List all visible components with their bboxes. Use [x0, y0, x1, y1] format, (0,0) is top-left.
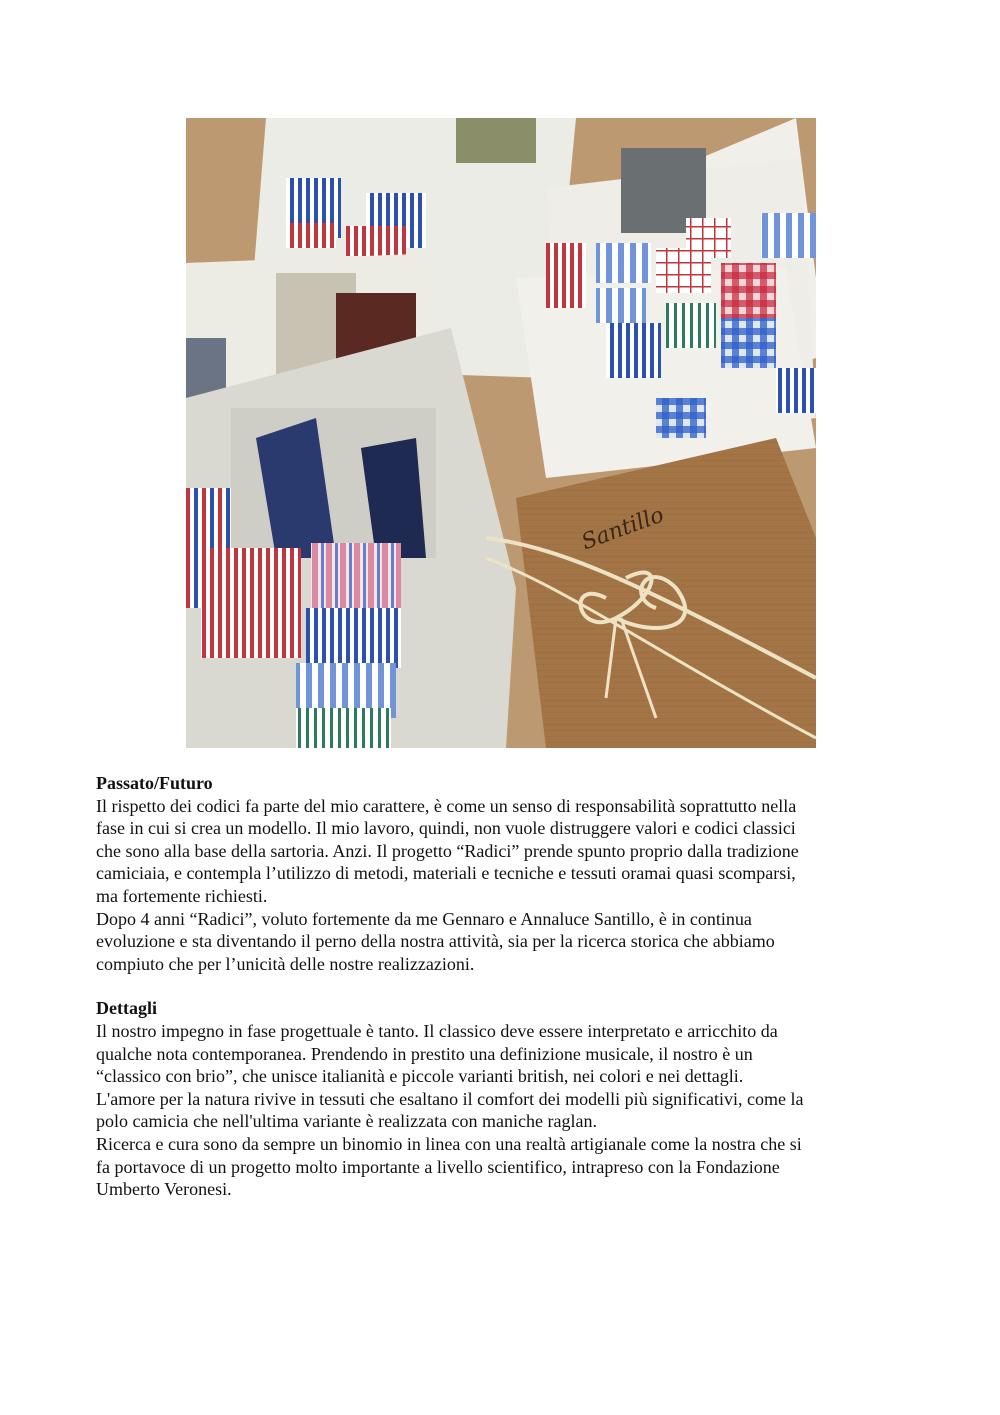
text-line: fase in cui si crea un modello. Il mio lavoro, quindi, non vuole distruggere valori e codici classici [96, 818, 796, 839]
section-dettagli [96, 997, 916, 1200]
paragraph [96, 795, 916, 976]
text-line: ma fortemente richiesti. [96, 885, 268, 906]
text-line: polo camicia che nell'ultima variante è realizzata con maniche raglan. [96, 1111, 597, 1132]
section-passato-futuro [96, 772, 916, 975]
article-body [96, 772, 916, 1201]
text-line: Il nostro impegno in fase progettuale è tanto. Il classico deve essere interpretato e arricchito da [96, 1020, 778, 1041]
text-line: che sono alla base della sartoria. Anzi. Il progetto “Radici” prende spunto proprio dalla tradizione [96, 840, 799, 861]
text-line: evoluzione e sta diventando il perno della nostra attività, sia per la ricerca storica che abbiamo [96, 931, 775, 952]
paragraph [96, 1020, 916, 1201]
text-line: L'amore per la natura rivive in tessuti che esaltano il comfort dei modelli più significativi, come la [96, 1088, 804, 1109]
text-line: fa portavoce di un progetto molto importante a livello scientifico, intrapreso con la Fondazione [96, 1156, 780, 1177]
section-title: Dettagli [96, 998, 157, 1019]
text-line: camiciaia, e contempla l’utilizzo di metodi, materiali e tecniche e tessuti oramai quasi scomparsi, [96, 863, 796, 884]
fabric-samples-photo [186, 118, 816, 748]
text-line: Ricerca e cura sono da sempre un binomio in linea con una realtà artigianale come la nostra che si [96, 1133, 802, 1154]
text-line: compiuto che per l’unicità delle nostre realizzazioni. [96, 953, 475, 974]
text-line: “classico con brio”, che unisce italianità e piccole varianti british, nei colori e nei dettagli. [96, 1066, 744, 1087]
text-line: Dopo 4 anni “Radici”, voluto fortemente da me Gennaro e Annaluce Santillo, è in continua [96, 908, 752, 929]
text-line: Il rispetto dei codici fa parte del mio carattere, è come un senso di responsabilità soprattutto nella [96, 795, 797, 816]
section-spacer [96, 975, 916, 997]
text-line: Umberto Veronesi. [96, 1179, 232, 1200]
text-line: qualche nota contemporanea. Prendendo in prestito una definizione musicale, il nostro è un [96, 1043, 753, 1064]
photo-illustration [186, 118, 816, 748]
section-title: Passato/Futuro [96, 773, 213, 793]
santillo-stamp: Santillo [578, 502, 668, 556]
